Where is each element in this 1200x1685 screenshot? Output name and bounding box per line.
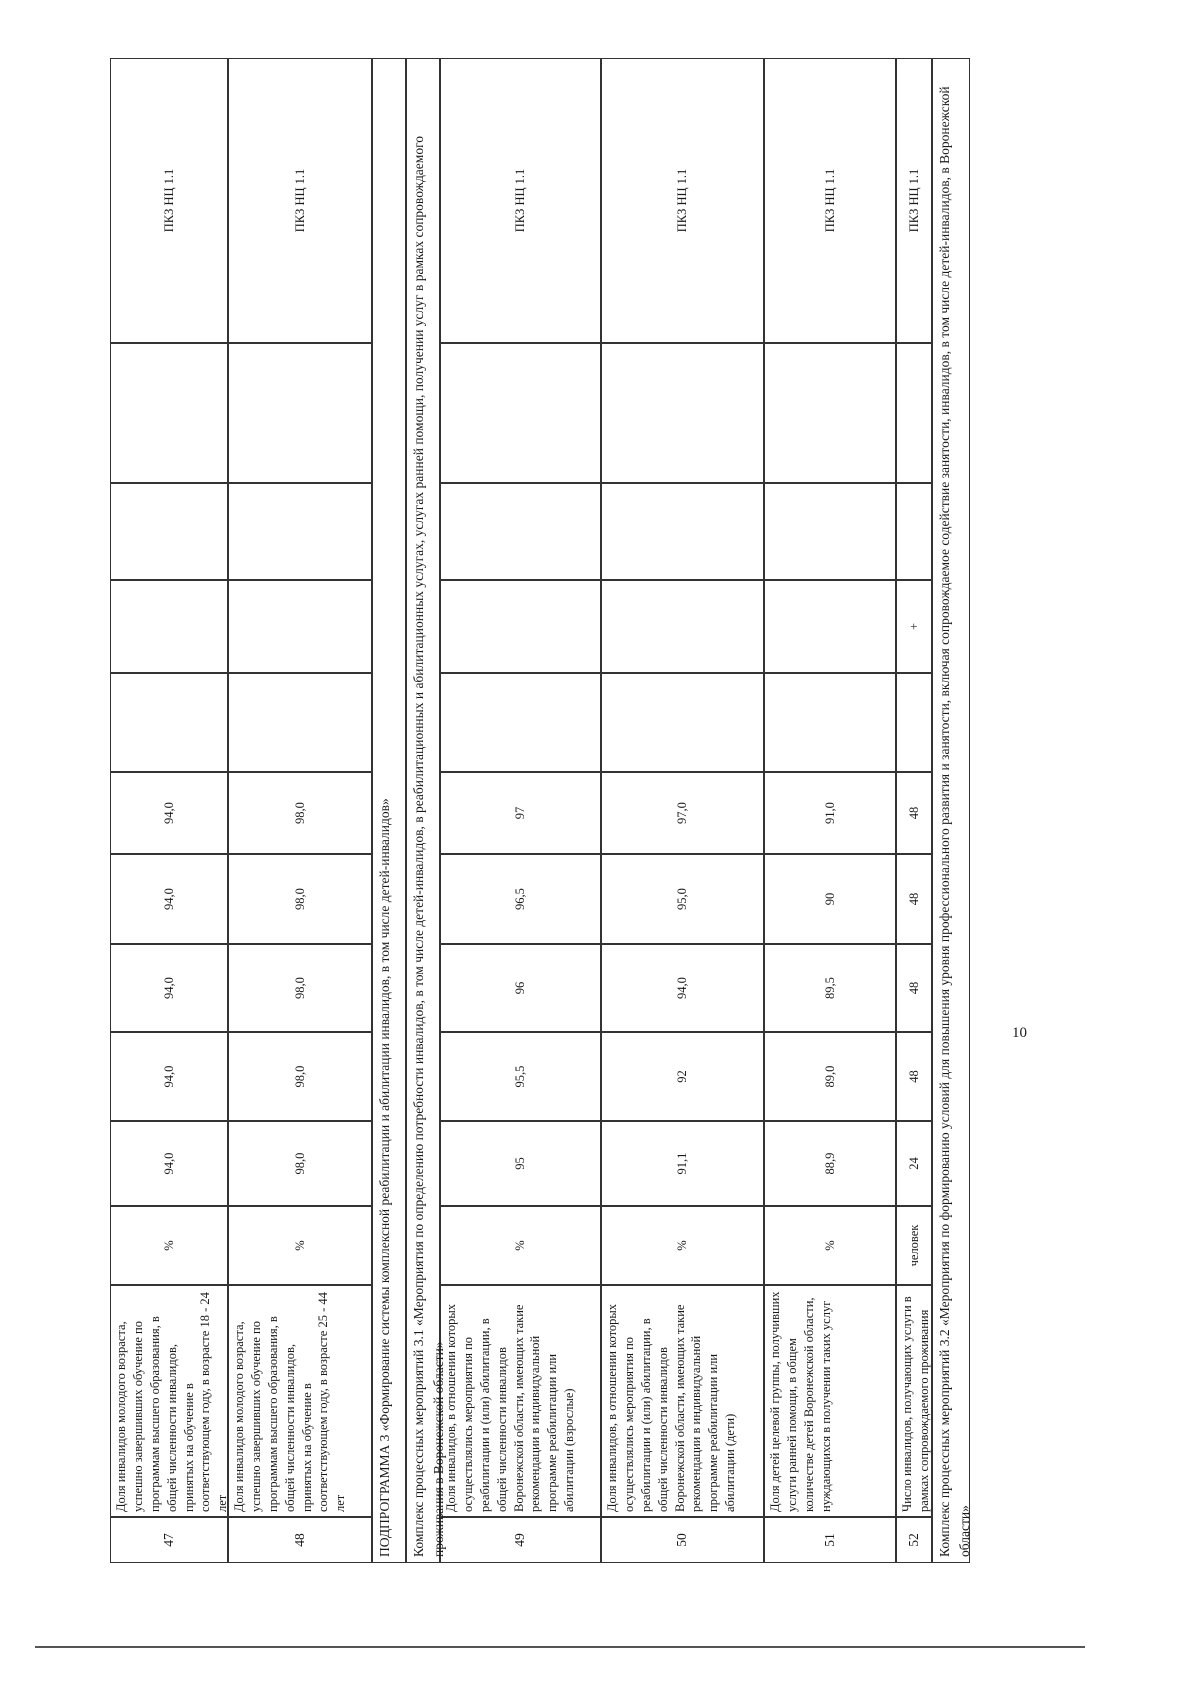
value-cell	[110, 483, 228, 580]
source-cell: ПКЗ НЦ 1.1	[228, 58, 372, 343]
indicator-name: Доля инвалидов молодого возраста, успешно завершивших обучение по программам высшего образования, в общей численности инвалидов, принятых на обучение в соответствующем году, в возрасте 18 - 24 лет	[110, 1285, 228, 1517]
value-cell	[601, 343, 764, 483]
scan-edge-line	[35, 1646, 1085, 1648]
value-cell: 94,0	[110, 1121, 228, 1206]
row-number: 47	[110, 1517, 228, 1563]
value-cell	[228, 673, 372, 772]
row-number: 49	[440, 1517, 601, 1563]
value-cell: 92	[601, 1032, 764, 1121]
row-number: 50	[601, 1517, 764, 1563]
value-cell: 91,1	[601, 1121, 764, 1206]
unit-cell: %	[764, 1206, 896, 1285]
value-cell	[764, 343, 896, 483]
value-cell: 48	[896, 1032, 932, 1121]
value-cell	[896, 673, 932, 772]
value-cell: 96,5	[440, 854, 601, 944]
row-number: 52	[896, 1517, 932, 1563]
value-cell	[440, 673, 601, 772]
value-cell: 89,5	[764, 944, 896, 1032]
indicator-name: Доля инвалидов, в отношении которых осуществлялись мероприятия по реабилитации и (или) абилитации, в общей численности инвалидов Воронежской области, имеющих такие рекомендации в индивидуальной программе реабилитации или абилитации (дети)	[601, 1285, 764, 1517]
unit-cell: %	[228, 1206, 372, 1285]
value-cell	[896, 483, 932, 580]
value-cell: 94,0	[110, 1032, 228, 1121]
unit-cell: человек	[896, 1206, 932, 1285]
value-cell: 48	[896, 854, 932, 944]
row-number: 48	[228, 1517, 372, 1563]
value-cell: 94,0	[110, 944, 228, 1032]
value-cell: +	[896, 580, 932, 673]
value-cell: 90	[764, 854, 896, 944]
complex-heading: Комплекс процессных мероприятий 3.1 «Мероприятия по определению потребности инвалидов, в том числе детей-инвалидов, в реабилитационных и абилитационных услугах, услугах ранней помощи, получении услуг в рамках сопровождаемого проживания в Воронежской области»	[406, 58, 440, 1563]
value-cell: 98,0	[228, 1032, 372, 1121]
value-cell	[440, 580, 601, 673]
value-cell: 88,9	[764, 1121, 896, 1206]
value-cell	[601, 580, 764, 673]
value-cell: 98,0	[228, 854, 372, 944]
unit-cell: %	[110, 1206, 228, 1285]
page-number: 10	[1012, 1025, 1027, 1041]
value-cell	[228, 483, 372, 580]
value-cell: 48	[896, 772, 932, 854]
value-cell: 98,0	[228, 944, 372, 1032]
value-cell: 89,0	[764, 1032, 896, 1121]
value-cell: 95	[440, 1121, 601, 1206]
value-cell: 94,0	[110, 772, 228, 854]
value-cell	[440, 483, 601, 580]
value-cell	[228, 580, 372, 673]
value-cell	[764, 673, 896, 772]
value-cell	[896, 343, 932, 483]
value-cell: 98,0	[228, 772, 372, 854]
value-cell	[110, 343, 228, 483]
indicators-table	[110, 58, 1065, 1563]
value-cell: 91,0	[764, 772, 896, 854]
value-cell: 94,0	[110, 854, 228, 944]
source-cell: ПКЗ НЦ 1.1	[764, 58, 896, 343]
source-cell: ПКЗ НЦ 1.1	[896, 58, 932, 343]
indicator-name: Число инвалидов, получающих услуги в рамках сопровождаемого проживания	[896, 1285, 932, 1517]
complex-heading: Комплекс процессных мероприятий 3.2 «Мероприятия по формированию условий для повышения уровня профессионального развития и занятости, включая сопровождаемое содействие занятости, инвалидов, в том числе детей-инвалидов, в Воронежской области»	[932, 58, 970, 1563]
value-cell	[228, 343, 372, 483]
value-cell	[110, 673, 228, 772]
value-cell: 95,0	[601, 854, 764, 944]
value-cell	[764, 483, 896, 580]
subprogram-heading: ПОДПРОГРАММА 3 «Формирование системы комплексной реабилитации и абилитации инвалидов, в том числе детей-инвалидов»	[372, 58, 406, 1563]
source-cell: ПКЗ НЦ 1.1	[601, 58, 764, 343]
value-cell	[601, 483, 764, 580]
indicator-name: Доля инвалидов, в отношении которых осуществлялись мероприятия по реабилитации и (или) абилитации, в общей численности инвалидов Воронежской области, имеющих такие рекомендации в индивидуальной программе реабилитации или абилитации (взрослые)	[440, 1285, 601, 1517]
value-cell	[764, 580, 896, 673]
unit-cell: %	[440, 1206, 601, 1285]
indicator-name: Доля детей целевой группы, получивших услуги ранней помощи, в общем количестве детей Воронежской области, нуждающихся в получении таких услуг	[764, 1285, 896, 1517]
value-cell	[110, 580, 228, 673]
value-cell	[440, 343, 601, 483]
indicator-name: Доля инвалидов молодого возраста, успешно завершивших обучение по программам высшего образования, в общей численности инвалидов, принятых на обучение в соответствующем году, в возрасте 25 - 44 лет	[228, 1285, 372, 1517]
value-cell: 48	[896, 944, 932, 1032]
source-cell: ПКЗ НЦ 1.1	[440, 58, 601, 343]
source-cell: ПКЗ НЦ 1.1	[110, 58, 228, 343]
value-cell: 94,0	[601, 944, 764, 1032]
value-cell: 97,0	[601, 772, 764, 854]
unit-cell: %	[601, 1206, 764, 1285]
value-cell: 24	[896, 1121, 932, 1206]
value-cell: 95,5	[440, 1032, 601, 1121]
value-cell: 97	[440, 772, 601, 854]
row-number: 51	[764, 1517, 896, 1563]
value-cell: 96	[440, 944, 601, 1032]
value-cell	[601, 673, 764, 772]
value-cell: 98,0	[228, 1121, 372, 1206]
